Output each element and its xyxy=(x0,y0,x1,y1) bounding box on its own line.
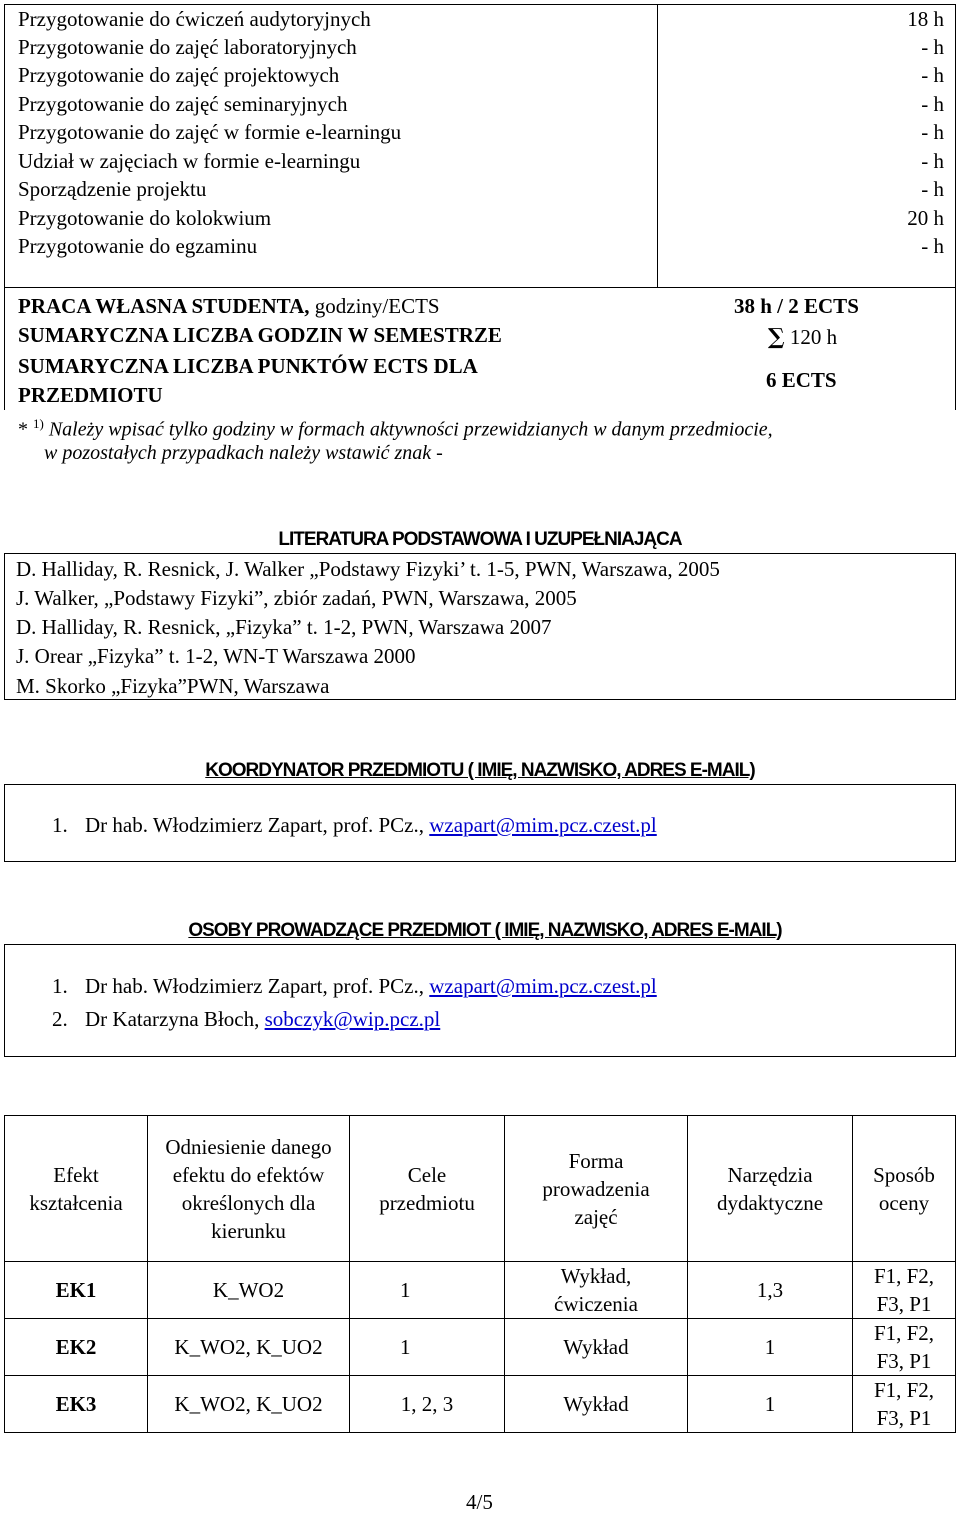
coordinator-entry: 1. Dr hab. Włodzimierz Zapart, prof. PCz., wzapart@mim.pcz.czest.pl xyxy=(52,813,657,837)
literature-item: D. Halliday, R. Resnick, „Fizyka” t. 1-2, PWN, Warszawa 2007 xyxy=(16,615,552,639)
outcome-goals: 1 xyxy=(400,1335,411,1359)
literature-item: M. Skorko „Fizyka”PWN, Warszawa xyxy=(16,674,330,698)
outcome-goals: 1, 2, 3 xyxy=(400,1392,454,1416)
instructors-heading: OSOBY PROWADZĄCE PRZEDMIOT ( IMIĘ, NAZWISKO, ADRES E-MAIL) xyxy=(188,920,782,941)
outcome-tools: 1,3 xyxy=(756,1278,784,1302)
activity-label: Sporządzenie projektu xyxy=(18,177,207,201)
header-outcome: Efekt kształcenia xyxy=(29,1162,123,1215)
activity-hours: - h xyxy=(921,120,944,144)
outcome-assessment: F1, F2, F3, P1 xyxy=(873,1321,935,1373)
activity-hours: - h xyxy=(921,92,944,116)
literature-item: J. Orear „Fizyka” t. 1-2, WN-T Warszawa 2000 xyxy=(16,644,416,668)
ects-value: 6 ECTS xyxy=(766,368,837,392)
activity-label: Przygotowanie do egzaminu xyxy=(18,234,258,258)
activity-hours: 18 h xyxy=(907,7,944,31)
literature-heading: LITERATURA PODSTAWOWA I UZUPEŁNIAJĄCA xyxy=(278,529,682,550)
activity-label: Udział w zajęciach w formie e-learningu xyxy=(18,149,361,173)
instructor-email-link[interactable]: wzapart@mim.pcz.czest.pl xyxy=(429,974,657,998)
activity-hours: - h xyxy=(921,63,944,87)
activity-label: Przygotowanie do zajęć projektowych xyxy=(18,63,340,87)
activity-label: Przygotowanie do zajęć seminaryjnych xyxy=(18,92,348,116)
literature-item: J. Walker, „Podstawy Fizyki”, zbiór zadań, PWN, Warszawa, 2005 xyxy=(16,586,577,610)
sum-icon: ∑ xyxy=(768,324,785,350)
activity-label: Przygotowanie do zajęć laboratoryjnych xyxy=(18,35,357,59)
header-form: Forma prowadzenia zajęć xyxy=(542,1148,650,1229)
activity-hours: - h xyxy=(921,149,944,173)
outcome-code: EK2 xyxy=(55,1335,97,1359)
outcome-reference: K_WO2 xyxy=(212,1278,285,1302)
ects-label: PRZEDMIOTU xyxy=(18,383,163,407)
activity-hours: - h xyxy=(921,35,944,59)
total-hours-label: SUMARYCZNA LICZBA GODZIN W SEMESTRZE xyxy=(18,323,502,347)
page-number: 4/5 xyxy=(466,1490,493,1514)
outcome-form: Wykład xyxy=(563,1392,629,1416)
outcome-form: Wykład xyxy=(563,1335,629,1359)
outcome-form: Wykład, ćwiczenia xyxy=(554,1264,638,1316)
activity-label: Przygotowanie do kolokwium xyxy=(18,206,272,230)
activity-hours: - h xyxy=(921,177,944,201)
header-reference: Odniesienie danego efektu do efektów określonych dla kierunku xyxy=(165,1134,332,1243)
activity-label: Przygotowanie do zajęć w formie e-learningu xyxy=(18,120,402,144)
outcome-goals: 1 xyxy=(400,1278,411,1302)
instructor-entry: 1. Dr hab. Włodzimierz Zapart, prof. PCz., wzapart@mim.pcz.czest.pl xyxy=(52,974,657,998)
header-tools: Narzędzia dydaktyczne xyxy=(716,1162,824,1215)
outcome-tools: 1 xyxy=(764,1335,776,1359)
literature-item: D. Halliday, R. Resnick, J. Walker „Podstawy Fizyki’ t. 1-5, PWN, Warszawa, 2005 xyxy=(16,557,720,581)
total-hours-value: ∑ 120 h xyxy=(768,324,838,350)
ects-label: SUMARYCZNA LICZBA PUNKTÓW ECTS DLA xyxy=(18,354,478,378)
instructor-email-link[interactable]: sobczyk@wip.pcz.pl xyxy=(264,1007,441,1031)
coordinator-heading: KOORDYNATOR PRZEDMIOTU ( IMIĘ, NAZWISKO, ADRES E-MAIL) xyxy=(205,760,755,781)
outcome-tools: 1 xyxy=(764,1392,776,1416)
activity-label: Przygotowanie do ćwiczeń audytoryjnych xyxy=(18,7,371,31)
coordinator-email-link[interactable]: wzapart@mim.pcz.czest.pl xyxy=(429,813,657,837)
own-work-label: PRACA WŁASNA STUDENTA, godziny/ECTS xyxy=(18,294,440,318)
header-goals: Cele przedmiotu xyxy=(379,1162,475,1215)
outcome-code: EK3 xyxy=(55,1392,97,1416)
outcome-reference: K_WO2, K_UO2 xyxy=(174,1335,323,1359)
outcome-assessment: F1, F2, F3, P1 xyxy=(873,1378,935,1430)
outcome-code: EK1 xyxy=(55,1278,97,1302)
header-assessment: Sposób oceny xyxy=(873,1162,935,1215)
activity-hours: 20 h xyxy=(907,206,944,230)
activity-hours: - h xyxy=(921,234,944,258)
instructor-entry: 2. Dr Katarzyna Błoch, sobczyk@wip.pcz.pl xyxy=(52,1007,441,1031)
own-work-value: 38 h / 2 ECTS xyxy=(734,294,859,318)
outcome-assessment: F1, F2, F3, P1 xyxy=(873,1264,935,1316)
outcome-reference: K_WO2, K_UO2 xyxy=(174,1392,323,1416)
